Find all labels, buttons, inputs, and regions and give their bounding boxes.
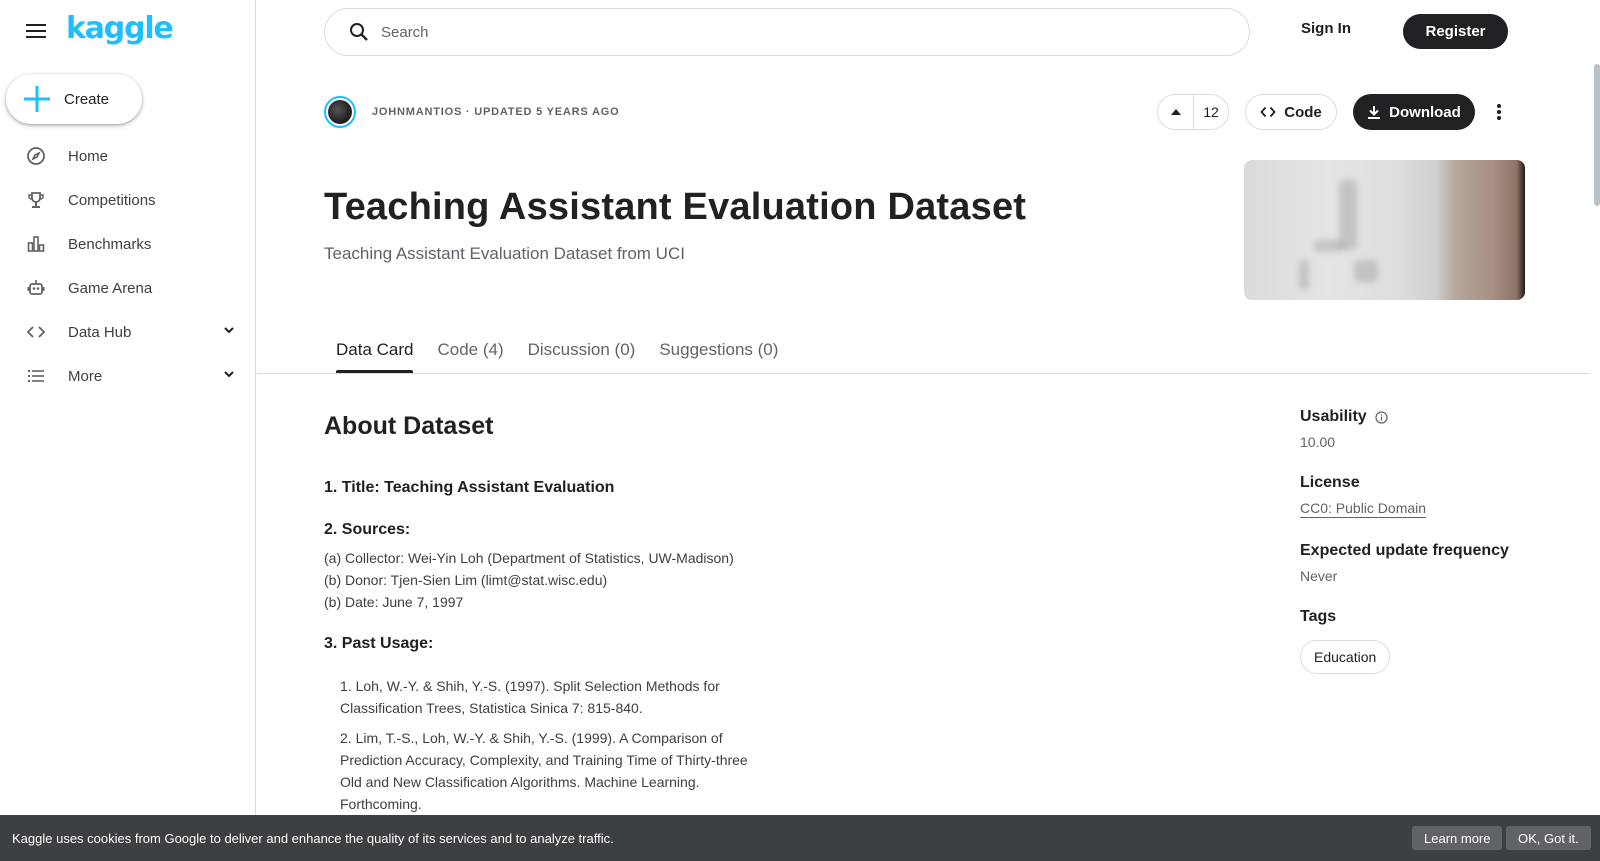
sign-in-link[interactable]: Sign In	[1301, 20, 1351, 37]
cookie-banner	[0, 815, 1600, 861]
main-content	[257, 0, 1590, 861]
author-updated-line[interactable]: JOHNMANTIOS · UPDATED 5 YEARS AGO	[372, 106, 620, 118]
scrollbar[interactable]	[1594, 64, 1600, 206]
list-icon	[26, 366, 46, 386]
trophy-icon	[26, 190, 46, 210]
robot-icon	[26, 278, 46, 298]
sidebar	[0, 0, 256, 861]
dataset-metadata	[1300, 408, 1560, 674]
license-link[interactable]: CC0: Public Domain	[1300, 500, 1427, 516]
list-item: 1. Loh, W.-Y. & Shih, Y.-S. (1997). Split Selection Methods for Classification Trees, Statistica Sinica 7: 815-840.	[340, 678, 720, 716]
list-item: 2. Lim, T.-S., Loh, W.-Y. & Shih, Y.-S. (1999). A Comparison of Prediction Accuracy, Complexity, and Training Time of Thirty-three Old and New Classification Algorithms. Machine Learning. Forthcoming.	[340, 730, 748, 812]
sidebar-item-label: More	[68, 367, 103, 385]
title-line: 1. Title: Teaching Assistant Evaluation	[324, 479, 615, 496]
arrow-up-icon	[1170, 108, 1182, 116]
tabs-divider	[257, 373, 1590, 374]
sidebar-item-game-arena[interactable]	[0, 266, 256, 310]
cookie-ok-button[interactable]: OK, Got it.	[1506, 826, 1591, 850]
dataset-cover-image	[1244, 160, 1525, 300]
create-label: Create	[64, 90, 110, 108]
update-frequency-value: Never	[1300, 568, 1338, 584]
source-line: (a) Collector: Wei-Yin Loh (Department of Statistics, UW-Madison)	[324, 550, 734, 566]
sidebar-item-label: Home	[68, 147, 109, 165]
sidebar-nav	[0, 134, 256, 398]
cookie-message: Kaggle uses cookies from Google to deliver and enhance the quality of its services and to analyze traffic.	[12, 830, 614, 846]
chevron-down-icon[interactable]	[222, 367, 236, 381]
past-usage-heading: 3. Past Usage:	[324, 635, 434, 652]
sidebar-item-more[interactable]	[0, 354, 256, 398]
sources-heading: 2. Sources:	[324, 521, 411, 538]
source-line: (b) Date: June 7, 1997	[324, 594, 464, 610]
usability-label: Usability	[1300, 408, 1367, 425]
tags-label: Tags	[1300, 608, 1337, 625]
menu-icon[interactable]	[24, 19, 48, 43]
tag-chip[interactable]: Education	[1300, 640, 1390, 674]
tab-discussion[interactable]: Discussion (0)	[527, 340, 636, 359]
info-icon[interactable]	[1375, 411, 1388, 424]
more-options-icon[interactable]	[1487, 100, 1511, 124]
plus-icon	[24, 86, 50, 112]
sidebar-header	[24, 11, 173, 46]
usability-value: 10.00	[1300, 434, 1336, 450]
download-button-label: Download	[1389, 103, 1461, 121]
page-subtitle: Teaching Assistant Evaluation Dataset from UCI	[324, 244, 685, 263]
data-card-content	[324, 400, 1024, 815]
sidebar-item-competitions[interactable]	[0, 178, 256, 222]
search-input[interactable]	[381, 24, 1181, 41]
download-icon	[1367, 105, 1381, 119]
code-button-label: Code	[1284, 103, 1322, 121]
upvote-button[interactable]	[1158, 95, 1194, 129]
sidebar-item-label: Benchmarks	[68, 235, 152, 253]
search-bar[interactable]	[324, 8, 1250, 56]
upvote-count: 12	[1203, 104, 1219, 120]
register-button[interactable]: Register	[1403, 14, 1508, 49]
usability-label-row	[1300, 408, 1560, 426]
sidebar-item-benchmarks[interactable]	[0, 222, 256, 266]
create-button[interactable]	[6, 74, 142, 124]
author-row	[324, 96, 619, 128]
sidebar-item-home[interactable]	[0, 134, 256, 178]
code-icon	[1260, 104, 1276, 120]
license-label: License	[1300, 474, 1360, 491]
about-heading: About Dataset	[324, 412, 494, 440]
download-button[interactable]	[1353, 94, 1475, 130]
tab-suggestions[interactable]: Suggestions (0)	[659, 340, 779, 359]
dataset-tabs	[324, 330, 790, 374]
chevron-down-icon[interactable]	[222, 323, 236, 337]
sidebar-item-data-hub[interactable]	[0, 310, 256, 354]
tab-data-card[interactable]: Data Card	[324, 330, 425, 374]
vote-control	[1157, 94, 1229, 130]
sidebar-item-label: Competitions	[68, 191, 156, 209]
bar-chart-icon	[26, 234, 46, 254]
learn-more-button[interactable]: Learn more	[1412, 826, 1502, 850]
compass-icon	[26, 146, 46, 166]
kaggle-logo[interactable]: kaggle	[66, 11, 173, 46]
code-button[interactable]	[1245, 94, 1337, 130]
sidebar-item-label: Data Hub	[68, 323, 132, 341]
tab-code[interactable]: Code (4)	[437, 340, 504, 359]
sidebar-item-label: Game Arena	[68, 279, 153, 297]
update-frequency-label: Expected update frequency	[1300, 542, 1509, 559]
code-icon	[26, 322, 46, 342]
source-line: (b) Donor: Tjen-Sien Lim (limt@stat.wisc.edu)	[324, 572, 608, 588]
page-title: Teaching Assistant Evaluation Dataset	[324, 186, 1027, 228]
search-icon	[349, 22, 369, 42]
avatar[interactable]	[324, 96, 356, 128]
